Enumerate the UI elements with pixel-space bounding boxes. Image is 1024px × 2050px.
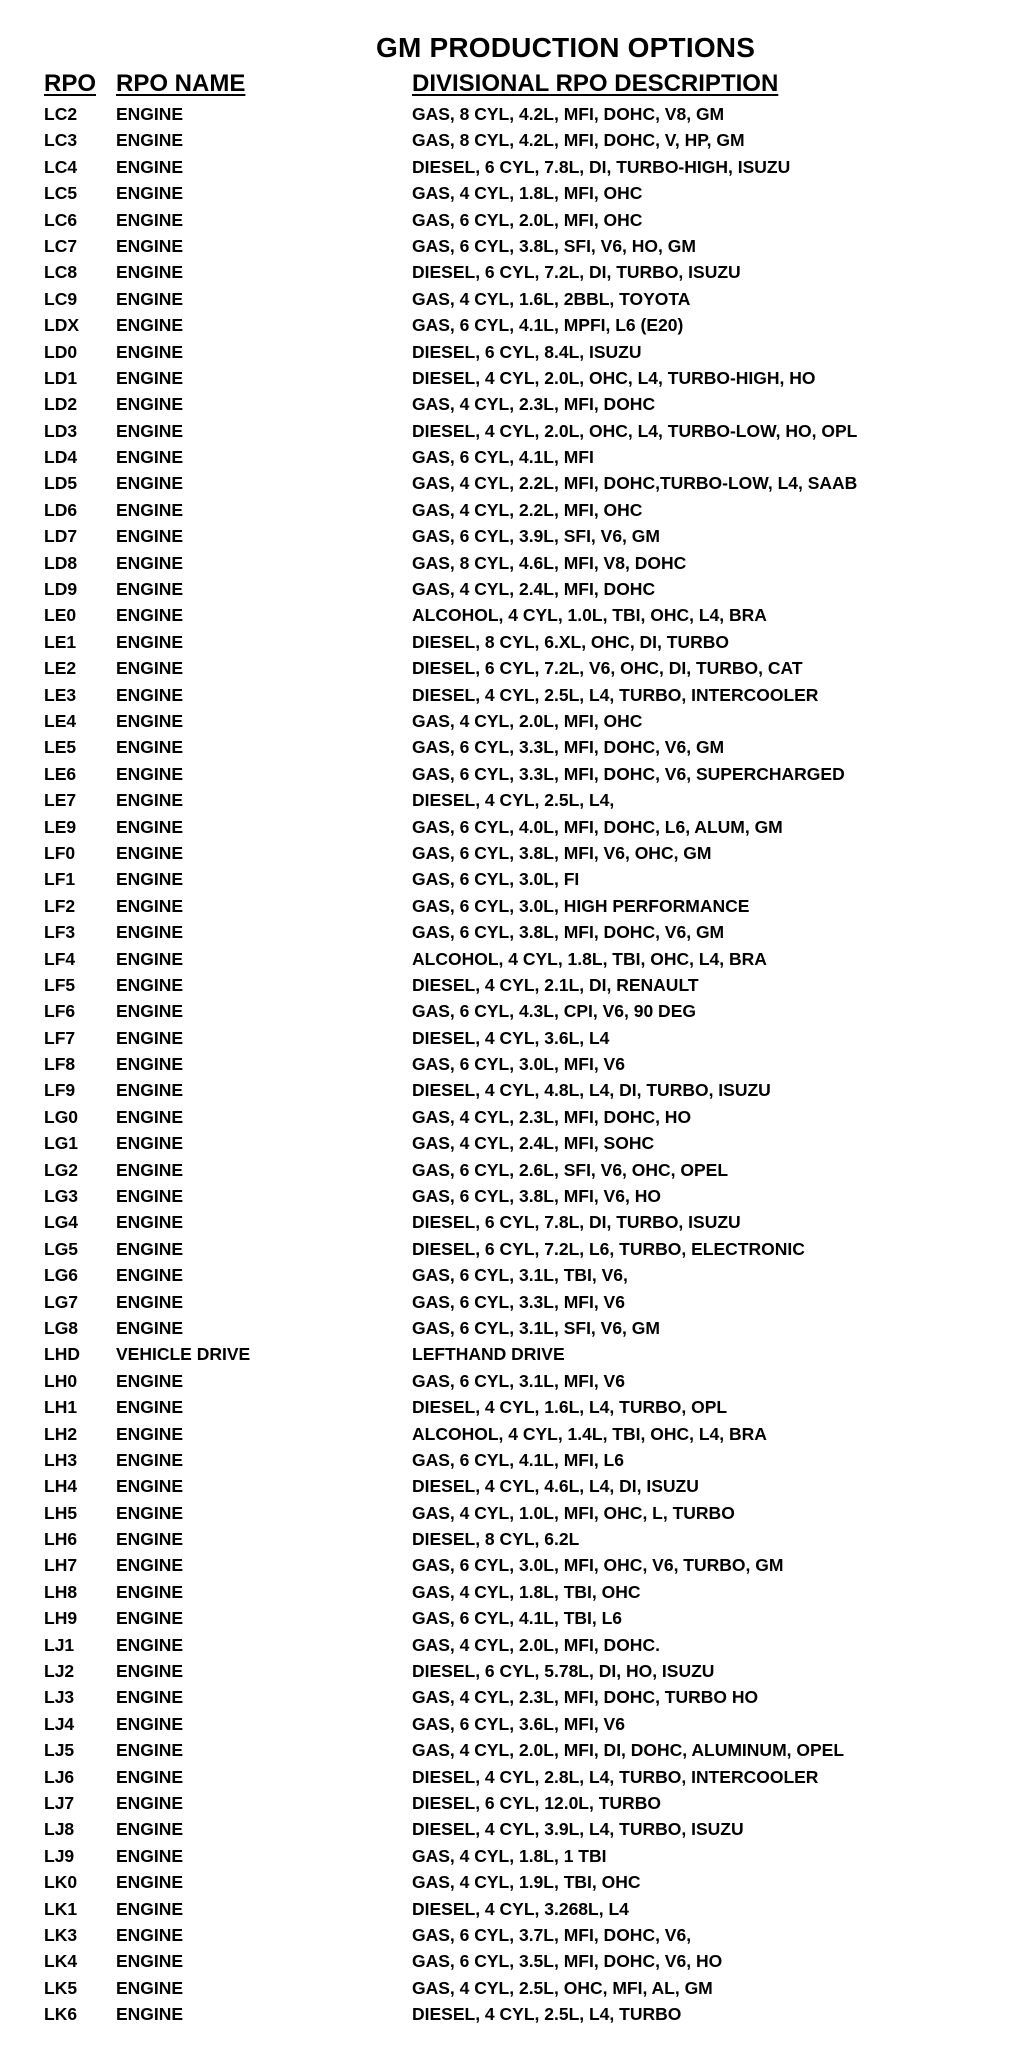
rpo-description: DIESEL, 6 CYL, 5.78L, DI, HO, ISUZU (412, 1661, 715, 1682)
rpo-description: GAS, 6 CYL, 4.1L, TBI, L6 (412, 1608, 623, 1629)
table-row (0, 1394, 1024, 1420)
table-row (0, 708, 1024, 734)
rpo-code: LC8 (44, 262, 78, 283)
table-row (0, 1684, 1024, 1710)
rpo-code: LF4 (44, 948, 76, 969)
rpo-description: GAS, 4 CYL, 2.4L, MFI, DOHC (412, 579, 656, 600)
table-row (0, 1209, 1024, 1235)
table-row (0, 655, 1024, 681)
rpo-description: GAS, 4 CYL, 2.3L, MFI, DOHC, TURBO HO (412, 1687, 759, 1708)
rpo-description: GAS, 4 CYL, 1.6L, 2BBL, TOYOTA (412, 288, 691, 309)
table-row (0, 523, 1024, 549)
rpo-description: GAS, 6 CYL, 4.1L, MFI (412, 447, 594, 468)
table-row (0, 576, 1024, 602)
rpo-description: DIESEL, 8 CYL, 6.XL, OHC, DI, TURBO (412, 631, 729, 652)
rpo-code: LC3 (44, 130, 78, 151)
rpo-description: GAS, 6 CYL, 3.3L, MFI, DOHC, V6, SUPERCHARGED (412, 763, 845, 784)
rpo-description: LEFTHAND DRIVE (412, 1344, 565, 1365)
rpo-description: ALCOHOL, 4 CYL, 1.8L, TBI, OHC, L4, BRA (412, 948, 767, 969)
rpo-name: ENGINE (116, 1581, 184, 1602)
rpo-code: LH3 (44, 1449, 78, 1470)
rpo-code: LG0 (44, 1106, 79, 1127)
table-row (0, 761, 1024, 787)
rpo-description: GAS, 4 CYL, 1.0L, MFI, OHC, L, TURBO (412, 1502, 735, 1523)
rpo-description: GAS, 6 CYL, 3.8L, MFI, DOHC, V6, GM (412, 922, 725, 943)
table-row (0, 1130, 1024, 1156)
rpo-code: LJ4 (44, 1713, 75, 1734)
rpo-code: LC7 (44, 235, 78, 256)
rpo-name: ENGINE (116, 974, 184, 995)
table-row (0, 919, 1024, 945)
table-row (0, 1632, 1024, 1658)
rpo-code: LH7 (44, 1555, 78, 1576)
table-row (0, 1605, 1024, 1631)
rpo-name: ENGINE (116, 420, 184, 441)
rpo-description: DIESEL, 4 CYL, 2.0L, OHC, L4, TURBO-LOW, HO, OPL (412, 420, 858, 441)
rpo-description: DIESEL, 6 CYL, 7.8L, DI, TURBO-HIGH, ISUZU (412, 156, 791, 177)
rpo-description: GAS, 6 CYL, 3.3L, MFI, DOHC, V6, GM (412, 737, 725, 758)
rpo-name: ENGINE (116, 631, 184, 652)
table-row (0, 497, 1024, 523)
rpo-description: DIESEL, 4 CYL, 2.5L, L4, TURBO, INTERCOOLER (412, 684, 819, 705)
rpo-code: LK5 (44, 1977, 78, 1998)
rpo-code: LDX (44, 315, 79, 336)
table-row (0, 365, 1024, 391)
rpo-name: ENGINE (116, 1133, 184, 1154)
table-row (0, 629, 1024, 655)
table-row (0, 682, 1024, 708)
rpo-name: ENGINE (116, 1634, 184, 1655)
rpo-code: LE1 (44, 631, 77, 652)
rpo-code: LJ3 (44, 1687, 75, 1708)
rpo-name: ENGINE (116, 315, 184, 336)
rpo-name: ENGINE (116, 1687, 184, 1708)
rpo-name: ENGINE (116, 948, 184, 969)
rpo-code: LE9 (44, 816, 77, 837)
table-row (0, 1447, 1024, 1473)
rpo-description: GAS, 6 CYL, 3.0L, FI (412, 869, 580, 890)
rpo-description: DIESEL, 6 CYL, 7.2L, DI, TURBO, ISUZU (412, 262, 741, 283)
table-row (0, 1896, 1024, 1922)
rpo-description: GAS, 4 CYL, 2.0L, MFI, DI, DOHC, ALUMINUM, OPEL (412, 1740, 845, 1761)
rpo-description: GAS, 6 CYL, 3.8L, SFI, V6, HO, GM (412, 235, 696, 256)
column-header-rpo: RPO (44, 70, 97, 97)
table-row (0, 391, 1024, 417)
table-row (0, 418, 1024, 444)
rpo-code: LE5 (44, 737, 77, 758)
rpo-name: ENGINE (116, 1317, 184, 1338)
rpo-description: DIESEL, 4 CYL, 3.6L, L4 (412, 1027, 610, 1048)
table-row (0, 312, 1024, 338)
rpo-description: DIESEL, 4 CYL, 2.8L, L4, TURBO, INTERCOOLER (412, 1766, 819, 1787)
rpo-code: LJ1 (44, 1634, 75, 1655)
rpo-code: LC9 (44, 288, 78, 309)
rpo-code: LG7 (44, 1291, 79, 1312)
rpo-description: GAS, 6 CYL, 3.8L, MFI, V6, HO (412, 1186, 661, 1207)
rpo-name: ENGINE (116, 1872, 184, 1893)
rpo-name: ENGINE (116, 1027, 184, 1048)
rpo-description: GAS, 8 CYL, 4.2L, MFI, DOHC, V, HP, GM (412, 130, 745, 151)
rpo-code: LJ9 (44, 1845, 75, 1866)
rpo-name: ENGINE (116, 1977, 184, 1998)
rpo-description: GAS, 6 CYL, 3.1L, MFI, V6 (412, 1370, 625, 1391)
rpo-description: DIESEL, 4 CYL, 4.8L, L4, DI, TURBO, ISUZU (412, 1080, 771, 1101)
rpo-code: LH6 (44, 1529, 78, 1550)
table-row (0, 1315, 1024, 1341)
rpo-code: LG6 (44, 1265, 79, 1286)
rpo-code: LD3 (44, 420, 78, 441)
table-row (0, 154, 1024, 180)
table-row (0, 866, 1024, 892)
rpo-name: ENGINE (116, 1265, 184, 1286)
page-title: GM PRODUCTION OPTIONS (376, 32, 756, 63)
rpo-code: LE7 (44, 790, 77, 811)
rpo-code: LHD (44, 1344, 80, 1365)
rpo-description: GAS, 6 CYL, 4.0L, MFI, DOHC, L6, ALUM, GM (412, 816, 783, 837)
rpo-description: GAS, 6 CYL, 4.1L, MPFI, L6 (E20) (412, 315, 684, 336)
rpo-name: ENGINE (116, 605, 184, 626)
rpo-description: GAS, 4 CYL, 2.2L, MFI, OHC (412, 499, 643, 520)
rpo-code: LF0 (44, 842, 76, 863)
rpo-name: ENGINE (116, 1529, 184, 1550)
rpo-name: ENGINE (116, 209, 184, 230)
column-header-description: DIVISIONAL RPO DESCRIPTION (412, 70, 779, 97)
rpo-code: LJ8 (44, 1819, 75, 1840)
rpo-description: GAS, 4 CYL, 1.8L, 1 TBI (412, 1845, 607, 1866)
table-row (0, 101, 1024, 127)
rpo-name: ENGINE (116, 790, 184, 811)
rpo-name: ENGINE (116, 1555, 184, 1576)
rpo-description: GAS, 6 CYL, 3.6L, MFI, V6 (412, 1713, 625, 1734)
rpo-name: ENGINE (116, 367, 184, 388)
rpo-description: GAS, 6 CYL, 3.3L, MFI, V6 (412, 1291, 625, 1312)
table-row (0, 1552, 1024, 1578)
table-row (0, 1526, 1024, 1552)
table-row (0, 1948, 1024, 1974)
rpo-name: ENGINE (116, 526, 184, 547)
rpo-code: LE2 (44, 658, 77, 679)
rpo-code: LF7 (44, 1027, 76, 1048)
rpo-code: LD8 (44, 552, 78, 573)
rpo-description: ALCOHOL, 4 CYL, 1.0L, TBI, OHC, L4, BRA (412, 605, 767, 626)
rpo-name: ENGINE (116, 1291, 184, 1312)
rpo-name: ENGINE (116, 1502, 184, 1523)
table-row (0, 946, 1024, 972)
rpo-name: ENGINE (116, 1001, 184, 1022)
rpo-name: ENGINE (116, 1819, 184, 1840)
rpo-description: DIESEL, 4 CYL, 2.1L, DI, RENAULT (412, 974, 699, 995)
rpo-code: LK1 (44, 1898, 78, 1919)
table-row (0, 1104, 1024, 1130)
rpo-description: DIESEL, 4 CYL, 2.0L, OHC, L4, TURBO-HIGH, HO (412, 367, 816, 388)
rpo-name: ENGINE (116, 922, 184, 943)
rpo-description: GAS, 6 CYL, 2.0L, MFI, OHC (412, 209, 643, 230)
rpo-description: DIESEL, 4 CYL, 1.6L, L4, TURBO, OPL (412, 1397, 728, 1418)
rpo-name: ENGINE (116, 710, 184, 731)
rpo-name: ENGINE (116, 183, 184, 204)
rpo-code: LJ5 (44, 1740, 75, 1761)
rpo-name: ENGINE (116, 394, 184, 415)
table-row (0, 1579, 1024, 1605)
rpo-name: ENGINE (116, 1898, 184, 1919)
rpo-code: LD9 (44, 579, 78, 600)
rpo-code: LK0 (44, 1872, 78, 1893)
table-row (0, 207, 1024, 233)
rpo-name: ENGINE (116, 1476, 184, 1497)
rpo-description: GAS, 6 CYL, 4.3L, CPI, V6, 90 DEG (412, 1001, 696, 1022)
rpo-code: LC6 (44, 209, 78, 230)
rpo-code: LH2 (44, 1423, 78, 1444)
table-row (0, 1025, 1024, 1051)
rpo-name: ENGINE (116, 1212, 184, 1233)
rpo-name: ENGINE (116, 1397, 184, 1418)
table-row (0, 1051, 1024, 1077)
rpo-code: LG3 (44, 1186, 79, 1207)
rpo-name: ENGINE (116, 499, 184, 520)
table-row (0, 1289, 1024, 1315)
rpo-code: LH4 (44, 1476, 78, 1497)
rpo-code: LG2 (44, 1159, 79, 1180)
table-row (0, 840, 1024, 866)
table-row (0, 1843, 1024, 1869)
rpo-code: LD4 (44, 447, 78, 468)
column-header-rpo-name: RPO NAME (116, 70, 246, 97)
table-row (0, 1341, 1024, 1367)
rpo-name: ENGINE (116, 130, 184, 151)
rpo-description: DIESEL, 6 CYL, 12.0L, TURBO (412, 1793, 661, 1813)
rpo-table-body (0, 101, 1024, 2028)
rpo-description: DIESEL, 6 CYL, 7.2L, L6, TURBO, ELECTRONIC (412, 1238, 805, 1259)
rpo-code: LD5 (44, 473, 78, 494)
rpo-name: ENGINE (116, 1159, 184, 1180)
rpo-code: LJ6 (44, 1766, 75, 1787)
table-row (0, 2001, 1024, 2027)
rpo-code: LF8 (44, 1054, 76, 1075)
rpo-description: GAS, 6 CYL, 3.1L, SFI, V6, GM (412, 1317, 660, 1338)
rpo-description: DIESEL, 4 CYL, 2.5L, L4, (412, 790, 615, 811)
rpo-code: LC5 (44, 183, 78, 204)
rpo-name: ENGINE (116, 1608, 184, 1629)
rpo-name: ENGINE (116, 816, 184, 837)
rpo-code: LC2 (44, 104, 78, 124)
table-row (0, 787, 1024, 813)
table-row (0, 1816, 1024, 1842)
rpo-description: GAS, 4 CYL, 2.4L, MFI, SOHC (412, 1133, 655, 1154)
table-row (0, 1368, 1024, 1394)
rpo-description: DIESEL, 4 CYL, 2.5L, L4, TURBO (412, 2004, 682, 2025)
rpo-description: GAS, 4 CYL, 2.5L, OHC, MFI, AL, GM (412, 1977, 713, 1998)
rpo-name: ENGINE (116, 737, 184, 758)
rpo-code: LJ7 (44, 1793, 75, 1813)
rpo-name: ENGINE (116, 341, 184, 362)
table-row (0, 127, 1024, 153)
table-row (0, 602, 1024, 628)
rpo-name: ENGINE (116, 1845, 184, 1866)
rpo-name: ENGINE (116, 288, 184, 309)
rpo-name: ENGINE (116, 684, 184, 705)
table-row (0, 1421, 1024, 1447)
rpo-description: GAS, 4 CYL, 2.0L, MFI, DOHC. (412, 1634, 660, 1655)
rpo-code: LK3 (44, 1924, 78, 1945)
table-row (0, 286, 1024, 312)
rpo-description: GAS, 6 CYL, 4.1L, MFI, L6 (412, 1449, 624, 1470)
rpo-name: ENGINE (116, 1080, 184, 1101)
rpo-code: LC4 (44, 156, 78, 177)
rpo-description: GAS, 6 CYL, 3.7L, MFI, DOHC, V6, (412, 1924, 692, 1945)
table-row (0, 1262, 1024, 1288)
rpo-name: ENGINE (116, 1924, 184, 1945)
rpo-name: ENGINE (116, 1106, 184, 1127)
rpo-description: GAS, 6 CYL, 2.6L, SFI, V6, OHC, OPEL (412, 1159, 729, 1180)
rpo-description: GAS, 6 CYL, 3.9L, SFI, V6, GM (412, 526, 660, 547)
rpo-code: LE6 (44, 763, 77, 784)
table-row (0, 1658, 1024, 1684)
rpo-code: LF1 (44, 869, 76, 890)
rpo-description: GAS, 4 CYL, 2.0L, MFI, OHC (412, 710, 643, 731)
rpo-name: ENGINE (116, 1449, 184, 1470)
rpo-code: LE4 (44, 710, 77, 731)
table-row (0, 1236, 1024, 1262)
rpo-name: ENGINE (116, 2004, 184, 2025)
rpo-name: ENGINE (116, 1054, 184, 1075)
rpo-description: GAS, 4 CYL, 1.9L, TBI, OHC (412, 1872, 641, 1893)
table-row (0, 1473, 1024, 1499)
rpo-code: LE3 (44, 684, 77, 705)
rpo-name: ENGINE (116, 262, 184, 283)
rpo-name: ENGINE (116, 235, 184, 256)
rpo-code: LE0 (44, 605, 77, 626)
rpo-name: ENGINE (116, 1423, 184, 1444)
rpo-code: LH5 (44, 1502, 78, 1523)
rpo-code: LD2 (44, 394, 78, 415)
rpo-code: LG5 (44, 1238, 79, 1259)
rpo-description: GAS, 4 CYL, 2.2L, MFI, DOHC,TURBO-LOW, L4, SAAB (412, 473, 858, 494)
rpo-description: DIESEL, 4 CYL, 4.6L, L4, DI, ISUZU (412, 1476, 699, 1497)
rpo-code: LG4 (44, 1212, 79, 1233)
table-row (0, 233, 1024, 259)
table-row (0, 259, 1024, 285)
rpo-name: ENGINE (116, 763, 184, 784)
rpo-name: ENGINE (116, 473, 184, 494)
rpo-code: LK4 (44, 1951, 78, 1972)
rpo-description: GAS, 8 CYL, 4.2L, MFI, DOHC, V8, GM (412, 104, 725, 124)
table-row (0, 1790, 1024, 1816)
table-row (0, 444, 1024, 470)
rpo-name: ENGINE (116, 1238, 184, 1259)
table-row (0, 1157, 1024, 1183)
table-row (0, 180, 1024, 206)
rpo-description: DIESEL, 6 CYL, 8.4L, ISUZU (412, 341, 642, 362)
rpo-code: LF3 (44, 922, 76, 943)
rpo-description: GAS, 6 CYL, 3.1L, TBI, V6, (412, 1265, 628, 1286)
rpo-description: GAS, 6 CYL, 3.0L, MFI, OHC, V6, TURBO, GM (412, 1555, 784, 1576)
rpo-description: GAS, 6 CYL, 3.0L, HIGH PERFORMANCE (412, 895, 750, 916)
rpo-name: ENGINE (116, 895, 184, 916)
table-row (0, 1764, 1024, 1790)
table-row (0, 470, 1024, 496)
rpo-code: LF5 (44, 974, 76, 995)
rpo-code: LH9 (44, 1608, 78, 1629)
rpo-name: VEHICLE DRIVE (116, 1344, 251, 1365)
rpo-name: ENGINE (116, 869, 184, 890)
rpo-description: DIESEL, 6 CYL, 7.2L, V6, OHC, DI, TURBO, CAT (412, 658, 803, 679)
rpo-description: GAS, 6 CYL, 3.0L, MFI, V6 (412, 1054, 625, 1075)
rpo-code: LH8 (44, 1581, 78, 1602)
rpo-description: GAS, 4 CYL, 2.3L, MFI, DOHC (412, 394, 656, 415)
table-row (0, 1711, 1024, 1737)
rpo-description: GAS, 8 CYL, 4.6L, MFI, V8, DOHC (412, 552, 687, 573)
rpo-name: ENGINE (116, 1740, 184, 1761)
table-row (0, 1975, 1024, 2001)
table-row (0, 1500, 1024, 1526)
table-row (0, 814, 1024, 840)
rpo-code: LD1 (44, 367, 78, 388)
rpo-name: ENGINE (116, 579, 184, 600)
table-row (0, 339, 1024, 365)
rpo-description: ALCOHOL, 4 CYL, 1.4L, TBI, OHC, L4, BRA (412, 1423, 767, 1444)
rpo-name: ENGINE (116, 1661, 184, 1682)
rpo-description: DIESEL, 4 CYL, 3.268L, L4 (412, 1898, 629, 1919)
table-row (0, 1922, 1024, 1948)
table-row (0, 998, 1024, 1024)
rpo-name: ENGINE (116, 842, 184, 863)
table-row (0, 1077, 1024, 1103)
rpo-name: ENGINE (116, 104, 184, 124)
rpo-description: DIESEL, 8 CYL, 6.2L (412, 1529, 580, 1550)
rpo-name: ENGINE (116, 1766, 184, 1787)
rpo-code: LD6 (44, 499, 78, 520)
table-row (0, 1869, 1024, 1895)
rpo-description: GAS, 4 CYL, 1.8L, MFI, OHC (412, 183, 643, 204)
rpo-name: ENGINE (116, 1793, 184, 1813)
rpo-code: LD0 (44, 341, 78, 362)
rpo-code: LJ2 (44, 1661, 75, 1682)
rpo-name: ENGINE (116, 1713, 184, 1734)
rpo-description: GAS, 4 CYL, 1.8L, TBI, OHC (412, 1581, 641, 1602)
table-row (0, 550, 1024, 576)
rpo-code: LD7 (44, 526, 78, 547)
table-row (0, 1183, 1024, 1209)
rpo-name: ENGINE (116, 1370, 184, 1391)
rpo-name: ENGINE (116, 1186, 184, 1207)
table-row (0, 972, 1024, 998)
table-row (0, 734, 1024, 760)
rpo-code: LG8 (44, 1317, 79, 1338)
rpo-name: ENGINE (116, 156, 184, 177)
table-header (0, 70, 1024, 100)
rpo-name: ENGINE (116, 658, 184, 679)
table-row (0, 893, 1024, 919)
rpo-name: ENGINE (116, 447, 184, 468)
rpo-name: ENGINE (116, 1951, 184, 1972)
rpo-name: ENGINE (116, 552, 184, 573)
rpo-code: LH0 (44, 1370, 78, 1391)
rpo-code: LH1 (44, 1397, 78, 1418)
rpo-description: GAS, 4 CYL, 2.3L, MFI, DOHC, HO (412, 1106, 692, 1127)
rpo-description: DIESEL, 6 CYL, 7.8L, DI, TURBO, ISUZU (412, 1212, 741, 1233)
rpo-description: DIESEL, 4 CYL, 3.9L, L4, TURBO, ISUZU (412, 1819, 744, 1840)
rpo-code: LF6 (44, 1001, 76, 1022)
table-row (0, 1737, 1024, 1763)
rpo-code: LF2 (44, 895, 76, 916)
rpo-code: LK6 (44, 2004, 78, 2025)
rpo-code: LF9 (44, 1080, 76, 1101)
rpo-description: GAS, 6 CYL, 3.5L, MFI, DOHC, V6, HO (412, 1951, 723, 1972)
rpo-description: GAS, 6 CYL, 3.8L, MFI, V6, OHC, GM (412, 842, 712, 863)
rpo-code: LG1 (44, 1133, 79, 1154)
